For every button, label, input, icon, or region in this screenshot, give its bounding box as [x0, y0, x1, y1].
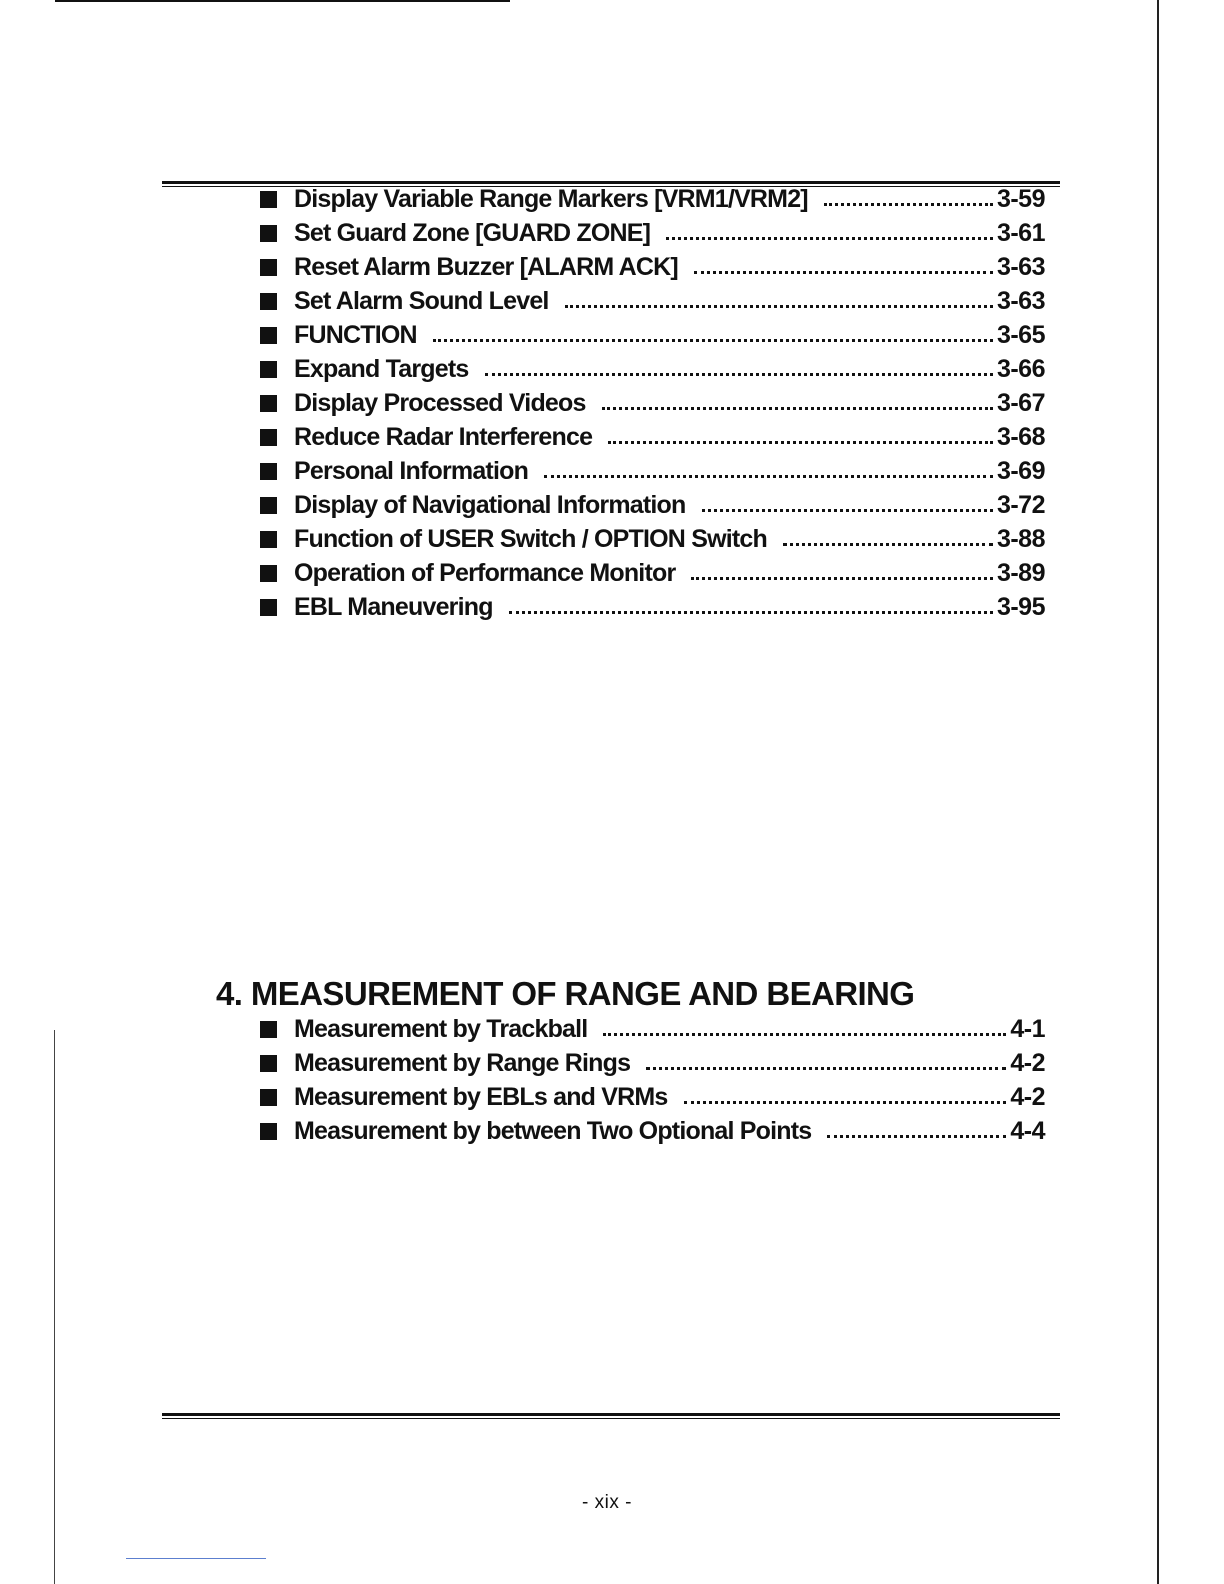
toc-entry[interactable]	[260, 457, 1045, 491]
square-bullet-icon	[260, 531, 277, 548]
dot-leader	[691, 574, 993, 580]
toc-entry[interactable]	[260, 355, 1045, 389]
dot-leader	[702, 506, 993, 512]
toc-entry-title: Display of Navigational Information	[294, 491, 686, 519]
toc-entry-title: Expand Targets	[294, 355, 469, 383]
square-bullet-icon	[260, 327, 277, 344]
dot-leader	[565, 302, 993, 308]
toc-entry[interactable]	[260, 185, 1045, 219]
square-bullet-icon	[260, 1055, 277, 1072]
toc-list-continued	[260, 185, 1045, 627]
toc-entry-page: 4-1	[1010, 1015, 1045, 1043]
toc-entry-page: 3-68	[996, 423, 1045, 451]
toc-entry-page: 3-66	[996, 355, 1045, 383]
toc-entry-title: Set Guard Zone [GUARD ZONE]	[294, 219, 651, 247]
square-bullet-icon	[260, 463, 277, 480]
square-bullet-icon	[260, 565, 277, 582]
dot-leader	[509, 608, 993, 614]
toc-entry[interactable]	[260, 1083, 1045, 1117]
dot-leader	[666, 234, 993, 240]
section-heading: 4. MEASUREMENT OF RANGE AND BEARING	[216, 975, 915, 1012]
toc-entry-title: Function of USER Switch / OPTION Switch	[294, 525, 767, 553]
toc-entry-page: 4-2	[1010, 1049, 1045, 1077]
toc-entry-page: 3-89	[996, 559, 1045, 587]
dot-leader	[544, 472, 993, 478]
square-bullet-icon	[260, 1123, 277, 1140]
toc-entry-page: 4-2	[1010, 1083, 1045, 1111]
toc-entry-page: 3-63	[996, 287, 1045, 315]
toc-entry-page: 3-59	[996, 185, 1045, 213]
toc-entry[interactable]	[260, 423, 1045, 457]
square-bullet-icon	[260, 1021, 277, 1038]
right-page-border	[1157, 0, 1159, 1584]
toc-entry-page: 3-88	[996, 525, 1045, 553]
square-bullet-icon	[260, 599, 277, 616]
dot-leader	[646, 1064, 1006, 1070]
toc-entry-page: 3-67	[996, 389, 1045, 417]
toc-entry-title: Measurement by Range Rings	[294, 1049, 631, 1077]
bottom-edge-mark	[126, 1558, 266, 1559]
square-bullet-icon	[260, 361, 277, 378]
toc-entry[interactable]	[260, 389, 1045, 423]
dot-leader	[694, 268, 993, 274]
dot-leader	[608, 438, 993, 444]
dot-leader	[783, 540, 993, 546]
square-bullet-icon	[260, 225, 277, 242]
toc-entry[interactable]	[260, 1117, 1045, 1151]
square-bullet-icon	[260, 191, 277, 208]
toc-entry-title: Display Variable Range Markers [VRM1/VRM2]	[294, 185, 808, 213]
toc-entry-title: Display Processed Videos	[294, 389, 586, 417]
toc-entry[interactable]	[260, 525, 1045, 559]
toc-entry-title: Personal Information	[294, 457, 529, 485]
toc-entry-title: Set Alarm Sound Level	[294, 287, 549, 315]
toc-entry-page: 3-69	[996, 457, 1045, 485]
toc-entry[interactable]	[260, 1049, 1045, 1083]
dot-leader	[603, 1030, 1006, 1036]
footer-rule	[162, 1413, 1060, 1419]
toc-entry-page: 3-72	[996, 491, 1045, 519]
square-bullet-icon	[260, 429, 277, 446]
toc-entry[interactable]	[260, 491, 1045, 525]
top-edge-rule	[55, 0, 510, 2]
toc-entry-page: 3-61	[996, 219, 1045, 247]
toc-entry-title: Measurement by between Two Optional Points	[294, 1117, 812, 1145]
toc-entry[interactable]	[260, 219, 1045, 253]
toc-entry-page: 4-4	[1010, 1117, 1045, 1145]
toc-entry[interactable]	[260, 321, 1045, 355]
dot-leader	[827, 1132, 1006, 1138]
dot-leader	[485, 370, 993, 376]
toc-entry[interactable]	[260, 593, 1045, 627]
dot-leader	[684, 1098, 1007, 1104]
toc-entry-title: EBL Maneuvering	[294, 593, 493, 621]
page-number: - xix -	[582, 1492, 632, 1513]
square-bullet-icon	[260, 259, 277, 276]
toc-entry-title: Measurement by Trackball	[294, 1015, 588, 1043]
toc-entry-title: Measurement by EBLs and VRMs	[294, 1083, 668, 1111]
square-bullet-icon	[260, 1089, 277, 1106]
toc-entry-title: Reset Alarm Buzzer [ALARM ACK]	[294, 253, 678, 281]
square-bullet-icon	[260, 497, 277, 514]
toc-entry-title: Operation of Performance Monitor	[294, 559, 676, 587]
dot-leader	[433, 336, 993, 342]
toc-entry-page: 3-95	[996, 593, 1045, 621]
dot-leader	[602, 404, 993, 410]
dot-leader	[824, 200, 993, 206]
square-bullet-icon	[260, 395, 277, 412]
toc-entry[interactable]	[260, 559, 1045, 593]
toc-entry[interactable]	[260, 287, 1045, 321]
toc-entry-page: 3-63	[996, 253, 1045, 281]
toc-entry-title: Reduce Radar Interference	[294, 423, 593, 451]
toc-entry-title: FUNCTION	[294, 321, 417, 349]
toc-entry[interactable]	[260, 1015, 1045, 1049]
toc-entry[interactable]	[260, 253, 1045, 287]
square-bullet-icon	[260, 293, 277, 310]
toc-list-section-4	[260, 1015, 1045, 1151]
toc-entry-page: 3-65	[996, 321, 1045, 349]
